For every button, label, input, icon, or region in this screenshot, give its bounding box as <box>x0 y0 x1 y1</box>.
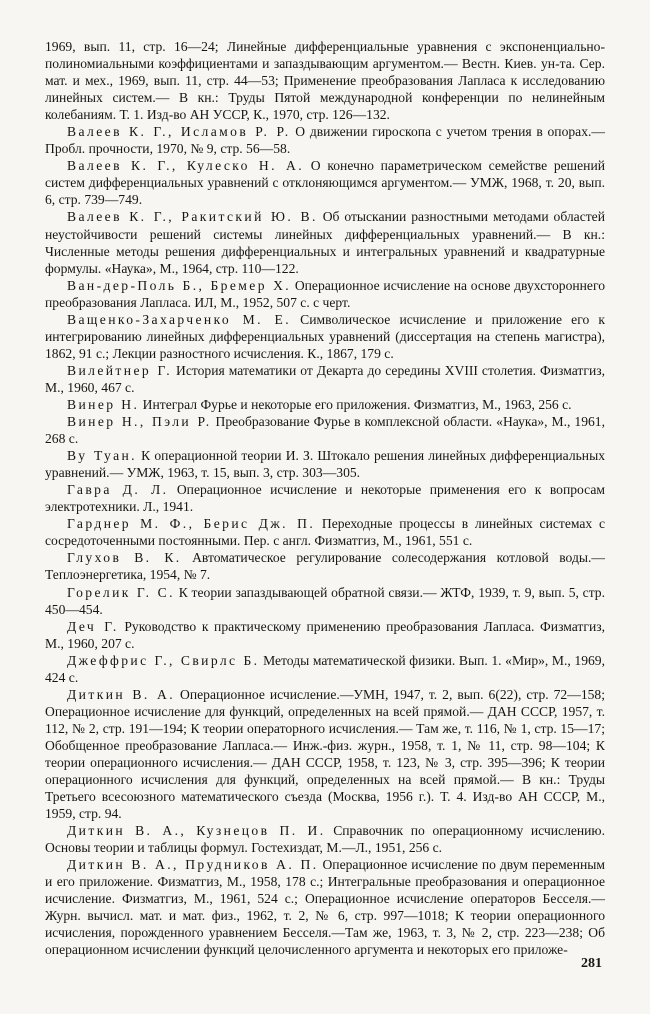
entry-text: Методы математической физики. Вып. 1. «Мир», М., 1969, 424 с. <box>45 652 606 685</box>
bibliography-entry <box>45 618 605 652</box>
entry-author: Гарднер М. Ф., Берис Дж. П. <box>67 516 316 532</box>
entry-author: Гавра Д. Л. <box>67 482 169 498</box>
entry-author: Валеев К. Г., Кулеско Н. А. <box>67 158 305 174</box>
bibliography-entry <box>45 396 605 413</box>
entry-author: Ващенко-Захарченко М. Е. <box>67 311 292 327</box>
entry-author: Диткин В. А. <box>67 686 176 702</box>
entry-text: Интеграл Фурье и некоторые его приложения. Физматгиз, М., 1963, 256 с. <box>139 396 572 412</box>
entry-text: Операционное исчисление по двум переменным и его приложение. Физматгиз, М., 1958, 178 с.; Интегральные преобразования и операционное исчисление. Физматгиз, М., 1961, 524 с.; Операционное исчисление операторов Бесселя.— Журн. вычисл. мат. и мат. физ., 1962, т. 2, № 6, стр. 997—1018; К теории операционного исчисления, порожденного уравнением Бесселя.—Там же, 1963, т. 3, № 2, стр. 223—238; Об операционном исчислении функций целочисленного аргумента и некоторых его приложе- <box>45 857 605 958</box>
bibliography-entry <box>45 38 605 123</box>
entry-author: Джеффрис Г., Свирлс Б. <box>67 652 260 668</box>
bibliography-entry <box>45 515 605 549</box>
bibliography-entry <box>45 123 605 157</box>
entry-author: Винер Н., Пэли Р. <box>67 414 212 430</box>
entry-author: Диткин В. А., Прудников А. П. <box>67 857 319 873</box>
entry-text: 1969, вып. 11, стр. 16—24; Линейные дифференциальные уравнения с экспоненциально-полиномиальными коэффициентами и запаздывающим аргументом.— Вестн. Киев. ун-та. Сер. мат. и мех., 1969, вып. 11, стр. 44—53; Применение преобразования Лапласа к исследованию линейных систем.— В кн.: Труды Пятой международной конференции по нелинейным колебаниям. Т. 1. Изд-во АН УССР, К., 1970, стр. 126—132. <box>45 39 605 123</box>
entry-text: Руководство к практическому применению преобразования Лапласа. Физматгиз, М., 1960, 207 с. <box>45 618 605 651</box>
entry-author: Ву Туан. <box>67 448 137 464</box>
bibliography-entry <box>45 311 605 362</box>
bibliography-entry <box>45 481 605 515</box>
bibliography-entry <box>45 584 605 618</box>
entry-text: О конечно параметрическом семействе решений систем дифференциальных уравнений с отклоняющимся аргументом.— УМЖ, 1968, т. 20, вып. 6, стр. 739—749. <box>45 158 605 208</box>
bibliography-entry <box>45 686 605 822</box>
entry-author: Ван-дер-Поль Б., Бремер Х. <box>67 277 292 293</box>
entry-author: Валеев К. Г., Ракитский Ю. В. <box>67 209 318 225</box>
entry-text: Операционное исчисление и некоторые применения его к вопросам электротехники. Л., 1941. <box>45 482 606 515</box>
bibliography-entry <box>45 208 605 276</box>
bibliography-entry <box>45 549 605 583</box>
bibliography-entry <box>45 652 605 686</box>
entry-author: Горелик Г. С. <box>67 584 175 600</box>
bibliography-entry <box>45 447 605 481</box>
entry-text: О движении гироскопа с учетом трения в опорах.— Пробл. прочности, 1970, № 9, стр. 56—58. <box>45 124 605 157</box>
entry-text: Символическое исчисление и приложение его к интегрированию линейных дифференциальных уравнений (диссертация на степень магистра), 1862, 91 с.; Лекции разностного исчисления. К., 1867, 179 с. <box>45 311 606 361</box>
bibliography-entry <box>45 362 605 396</box>
entry-author: Деч Г. <box>67 618 119 634</box>
entry-text: Преобразование Фурье в комплексной области. «Наука», М., 1961, 268 с. <box>45 414 605 447</box>
entry-text: Об отыскании разностными методами областей неустойчивости решений системы линейных дифференциальных уравнений.— В кн.: Численные методы решения дифференциальных и интегральных уравнений и квадратурные формулы. «Наука», М., 1964, стр. 110—122. <box>45 209 605 276</box>
entry-author: Глухов В. К. <box>67 550 182 566</box>
entry-author: Валеев К. Г., Исламов Р. Р. <box>67 124 291 140</box>
bibliography-entry <box>45 822 605 856</box>
entry-text: Переходные процессы в линейных системах с сосредоточенными постоянными. Пер. с англ. Физматгиз, М., 1961, 551 с. <box>45 516 605 549</box>
entry-text: Автоматическое регулирование солесодержания котловой воды.— Теплоэнергетика, 1954, № 7. <box>45 550 605 583</box>
entry-author: Диткин В. А., Кузнецов П. И. <box>67 823 326 839</box>
entry-text: К операционной теории И. З. Штокало решения линейных дифференциальных уравнений.— УМЖ, 1963, т. 15, вып. 3, стр. 303—305. <box>45 448 606 481</box>
entry-text: Операционное исчисление на основе двухстороннего преобразования Лапласа. ИЛ, М., 1952, 507 с. с черт. <box>45 277 606 310</box>
entry-author: Вилейтнер Г. <box>67 362 173 378</box>
bibliography-entry <box>45 277 605 311</box>
entry-text: История математики от Декарта до середины XVIII столетия. Физматгиз, М., 1960, 467 с. <box>45 362 605 395</box>
entry-author: Винер Н. <box>67 396 140 412</box>
entry-text: Справочник по операционному исчислению. Основы теории и таблицы формул. Гостехиздат, М.—Л., 1951, 256 с. <box>45 823 605 856</box>
bibliography-entry <box>45 157 605 208</box>
bibliography-entry <box>45 856 605 958</box>
entry-text: К теории запаздывающей обратной связи.— ЖТФ, 1939, т. 9, вып. 5, стр. 450—454. <box>45 584 606 617</box>
entry-text: Операционное исчисление.—УМН, 1947, т. 2, вып. 6(22), стр. 72—158; Операционное исчисление для функций, определенных на всей прямой.— ДАН СССР, 1957, т. 112, № 2, стр. 191—194; К теории операторного исчисления.— Там же, т. 116, № 1, стр. 15—17; Обобщенное преобразование Лапласа.— Инж.-физ. журн., 1958, т. 1, № 11, стр. 98—104; К теории операционного исчисления.— ДАН СССР, 1958, т. 123, № 3, стр. 395—396; К теории операционного исчисления для функций, определенных на всей прямой.— В кн.: Труды Третьего всесоюзного математического съезда (Москва, 1956 г.). Т. 4. Изд-во АН СССР, М., 1959, стр. 94. <box>45 686 605 822</box>
bibliography-entry <box>45 413 605 447</box>
page-number: 281 <box>581 956 602 971</box>
